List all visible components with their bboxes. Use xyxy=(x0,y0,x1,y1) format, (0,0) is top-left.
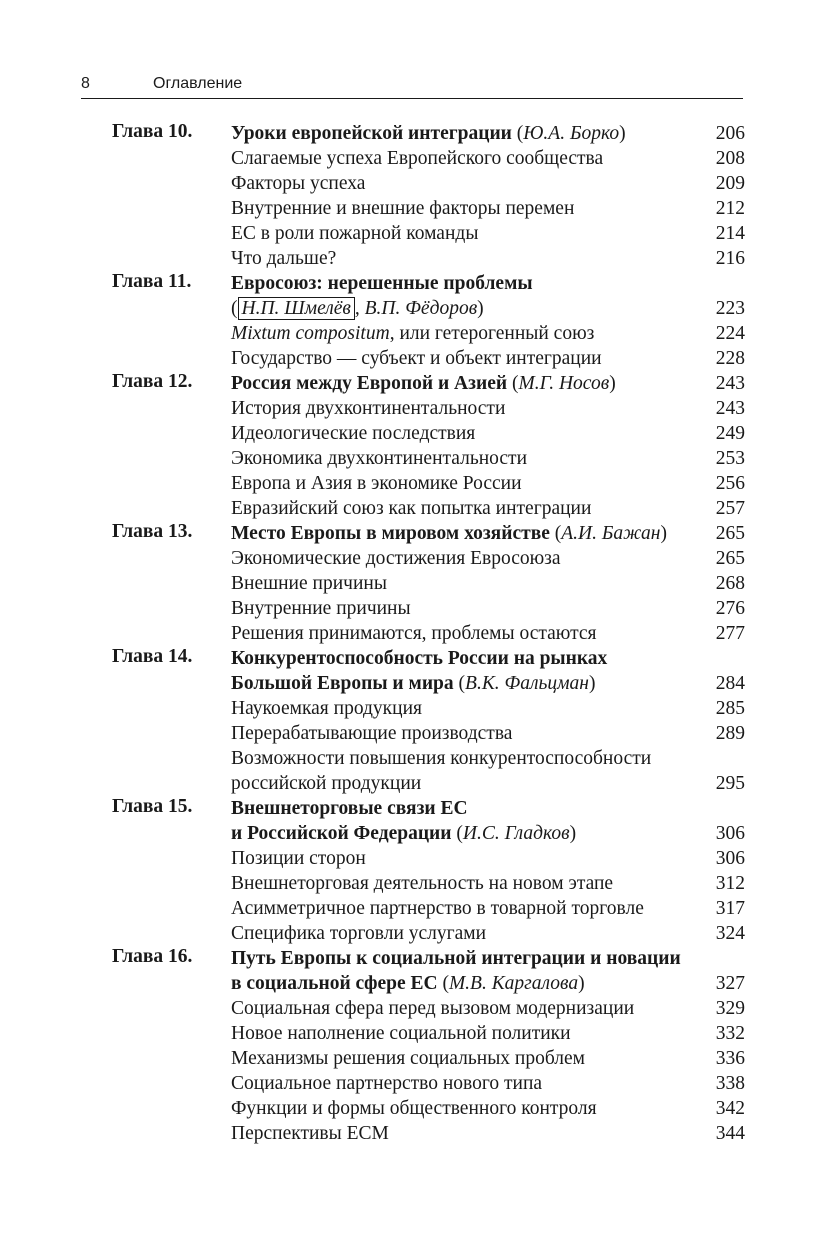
section-title: Наукоемкая продукция xyxy=(231,698,423,719)
chapter-title: Большой Европы и мира xyxy=(231,673,454,694)
chapter-title-line xyxy=(112,646,745,671)
chapter-label: Глава 13. xyxy=(112,521,193,542)
section-title: Решения принимаются, проблемы остаются xyxy=(231,623,597,644)
section-title-line xyxy=(112,746,745,771)
toc-entry[interactable]: Уроки европейской интеграции (Ю.А. Борко) 206 xyxy=(231,123,745,144)
chapter-label: Глава 16. xyxy=(112,946,193,967)
section-title: Европа и Азия в экономике России xyxy=(231,473,522,494)
page-ref: 276 xyxy=(715,598,745,619)
toc-entry[interactable] xyxy=(112,496,745,521)
toc-entry[interactable] xyxy=(112,571,745,596)
page-ref: 336 xyxy=(715,1048,745,1069)
section-title: Государство — субъект и объект интеграции xyxy=(231,348,602,369)
chapter-title-line1: Конкурентоспособность России на рынках xyxy=(231,648,608,669)
toc-entry[interactable] xyxy=(112,696,745,721)
section-title: Факторы успеха xyxy=(231,173,366,194)
chapter-author: А.И. Бажан xyxy=(561,523,661,544)
page-ref: 209 xyxy=(715,173,745,194)
section-title: российской продукции xyxy=(231,773,422,794)
chapter-16 xyxy=(112,946,745,1146)
page-ref: 284 xyxy=(715,673,745,694)
toc-entry[interactable]: Россия между Европой и Азией (М.Г. Носов) 243 xyxy=(231,373,745,394)
section-title: Внешние причины xyxy=(231,573,387,594)
chapter-author: , В.П. Фёдоров xyxy=(354,298,478,319)
page-ref: 265 xyxy=(715,548,745,569)
running-title: Оглавление xyxy=(153,75,243,92)
section-title: Внутренние и внешние факторы перемен xyxy=(231,198,575,219)
section-title: Функции и формы общественного контроля xyxy=(231,1098,597,1119)
table-of-contents xyxy=(112,121,745,1146)
toc-entry[interactable] xyxy=(112,996,745,1021)
page-ref: 224 xyxy=(715,323,745,344)
toc-entry[interactable] xyxy=(112,396,745,421)
section-title: Что дальше? xyxy=(231,248,337,269)
toc-entry[interactable]: ( Н.П. Шмелёв , В.П. Фёдоров) 223 xyxy=(231,298,745,319)
toc-entry[interactable] xyxy=(112,196,745,221)
toc-entry[interactable] xyxy=(112,871,745,896)
chapter-title: Россия между Европой и Азией xyxy=(231,373,508,394)
chapter-title: и Российской Федерации xyxy=(231,823,452,844)
section-title: Перспективы ЕСМ xyxy=(231,1123,389,1144)
chapter-label: Глава 14. xyxy=(112,646,193,667)
toc-entry[interactable] xyxy=(112,346,745,371)
page-ref: 206 xyxy=(715,123,745,144)
page-ref: 268 xyxy=(715,573,745,594)
chapter-label: Глава 15. xyxy=(112,796,193,817)
page-ref: 342 xyxy=(715,1098,745,1119)
page-ref: 295 xyxy=(715,773,745,794)
page-ref: 332 xyxy=(715,1023,745,1044)
page-ref: 216 xyxy=(715,248,745,269)
chapter-author: М.В. Каргалова xyxy=(448,973,579,994)
page-ref: 338 xyxy=(715,1073,745,1094)
page-ref: 243 xyxy=(715,373,745,394)
chapter-title-line1: Путь Европы к социальной интеграции и новации xyxy=(231,948,681,969)
toc-entry[interactable] xyxy=(112,621,745,646)
page-ref: 329 xyxy=(715,998,745,1019)
section-title: Экономические достижения Евросоюза xyxy=(231,548,561,569)
section-title: Внутренние причины xyxy=(231,598,411,619)
section-title: Внешнеторговая деятельность на новом этапе xyxy=(231,873,614,894)
section-title: , или гетерогенный союз xyxy=(389,323,595,344)
chapter-title-line xyxy=(112,796,745,821)
page-ref: 228 xyxy=(715,348,745,369)
page-ref: 277 xyxy=(715,623,745,644)
page-ref: 257 xyxy=(715,498,745,519)
page-ref: 324 xyxy=(715,923,745,944)
chapter-12 xyxy=(112,371,745,521)
toc-entry[interactable]: в социальной сфере ЕС (М.В. Каргалова) 327 xyxy=(231,973,745,994)
page-ref: 285 xyxy=(715,698,745,719)
page-ref: 256 xyxy=(715,473,745,494)
section-title: Экономика двухконтинентальности xyxy=(231,448,528,469)
chapter-author: И.С. Гладков xyxy=(462,823,570,844)
chapter-author: М.Г. Носов xyxy=(518,373,610,394)
chapter-title: Евросоюз: нерешенные проблемы xyxy=(231,273,533,294)
page-ref: 243 xyxy=(715,398,745,419)
section-title-line1: Возможности повышения конкурентоспособности xyxy=(231,748,652,769)
chapter-author: Ю.А. Борко xyxy=(523,123,620,144)
section-title: Социальная сфера перед вызовом модернизации xyxy=(231,998,635,1019)
section-title: Новое наполнение социальной политики xyxy=(231,1023,571,1044)
page-ref: 306 xyxy=(715,848,745,869)
section-title: ЕС в роли пожарной команды xyxy=(231,223,479,244)
section-title: Позиции сторон xyxy=(231,848,366,869)
section-title: Слагаемые успеха Европейского сообщества xyxy=(231,148,604,169)
page-number: 8 xyxy=(81,75,90,92)
chapter-title-line xyxy=(112,271,745,296)
chapter-title: в социальной сфере ЕС xyxy=(231,973,438,994)
section-title: Евразийский союз как попытка интеграции xyxy=(231,498,592,519)
chapter-title-line1: Внешнеторговые связи ЕС xyxy=(231,798,468,819)
chapter-title-line xyxy=(112,946,745,971)
toc-entry[interactable] xyxy=(112,546,745,571)
page-ref: 265 xyxy=(715,523,745,544)
section-title: Асимметричное партнерство в товарной торговле xyxy=(231,898,644,919)
toc-entry[interactable] xyxy=(112,1021,745,1046)
toc-entry[interactable] xyxy=(112,171,745,196)
page-ref: 289 xyxy=(715,723,745,744)
chapter-14 xyxy=(112,646,745,796)
page-ref: 253 xyxy=(715,448,745,469)
chapter-15 xyxy=(112,796,745,946)
page-ref: 212 xyxy=(715,198,745,219)
page-ref: 312 xyxy=(715,873,745,894)
section-title: Перерабатывающие производства xyxy=(231,723,513,744)
section-title: Специфика торговли услугами xyxy=(231,923,487,944)
toc-entry[interactable] xyxy=(112,896,745,921)
toc-entry[interactable]: и Российской Федерации (И.С. Гладков) 306 xyxy=(231,823,745,844)
page-ref: 223 xyxy=(715,298,745,319)
page-ref: 208 xyxy=(715,148,745,169)
page-ref: 249 xyxy=(715,423,745,444)
toc-entry[interactable] xyxy=(112,221,745,246)
page-ref: 306 xyxy=(715,823,745,844)
toc-entry[interactable] xyxy=(112,446,745,471)
section-title-italic: Mixtum compositum xyxy=(231,323,390,344)
toc-entry[interactable] xyxy=(112,771,745,796)
toc-entry[interactable] xyxy=(112,921,745,946)
chapter-13 xyxy=(112,521,745,646)
toc-entry[interactable] xyxy=(112,1096,745,1121)
toc-entry[interactable] xyxy=(112,1071,745,1096)
toc-entry[interactable] xyxy=(112,321,745,346)
toc-entry[interactable] xyxy=(112,1121,745,1146)
chapter-11 xyxy=(112,271,745,371)
toc-entry[interactable] xyxy=(112,596,745,621)
chapter-label: Глава 12. xyxy=(112,371,193,392)
section-title: Идеологические последствия xyxy=(231,423,476,444)
chapter-label: Глава 11. xyxy=(112,271,192,292)
chapter-author: В.К. Фальцман xyxy=(465,673,589,694)
chapter-title: Место Европы в мировом хозяйстве xyxy=(231,523,550,544)
toc-entry[interactable] xyxy=(112,471,745,496)
chapter-label: Глава 10. xyxy=(112,121,193,142)
toc-entry[interactable] xyxy=(112,421,745,446)
page-ref: 344 xyxy=(715,1123,745,1144)
section-title: История двухконтинентальности xyxy=(231,398,506,419)
toc-entry[interactable] xyxy=(112,721,745,746)
page-ref: 317 xyxy=(715,898,745,919)
chapter-title: Уроки европейской интеграции xyxy=(231,123,512,144)
running-header xyxy=(81,72,743,99)
toc-entry[interactable]: Место Европы в мировом хозяйстве (А.И. Бажан) 265 xyxy=(231,523,745,544)
toc-entry[interactable] xyxy=(112,146,745,171)
section-title: Механизмы решения социальных проблем xyxy=(231,1048,586,1069)
page-ref: 327 xyxy=(715,973,745,994)
section-title: Социальное партнерство нового типа xyxy=(231,1073,543,1094)
chapter-10 xyxy=(112,121,745,271)
page-ref: 214 xyxy=(715,223,745,244)
toc-entry[interactable] xyxy=(112,846,745,871)
toc-entry[interactable] xyxy=(112,246,745,271)
toc-entry[interactable]: Большой Европы и мира (В.К. Фальцман) 284 xyxy=(231,673,745,694)
toc-entry[interactable] xyxy=(112,1046,745,1071)
chapter-author-boxed: Н.П. Шмелёв xyxy=(238,297,355,320)
